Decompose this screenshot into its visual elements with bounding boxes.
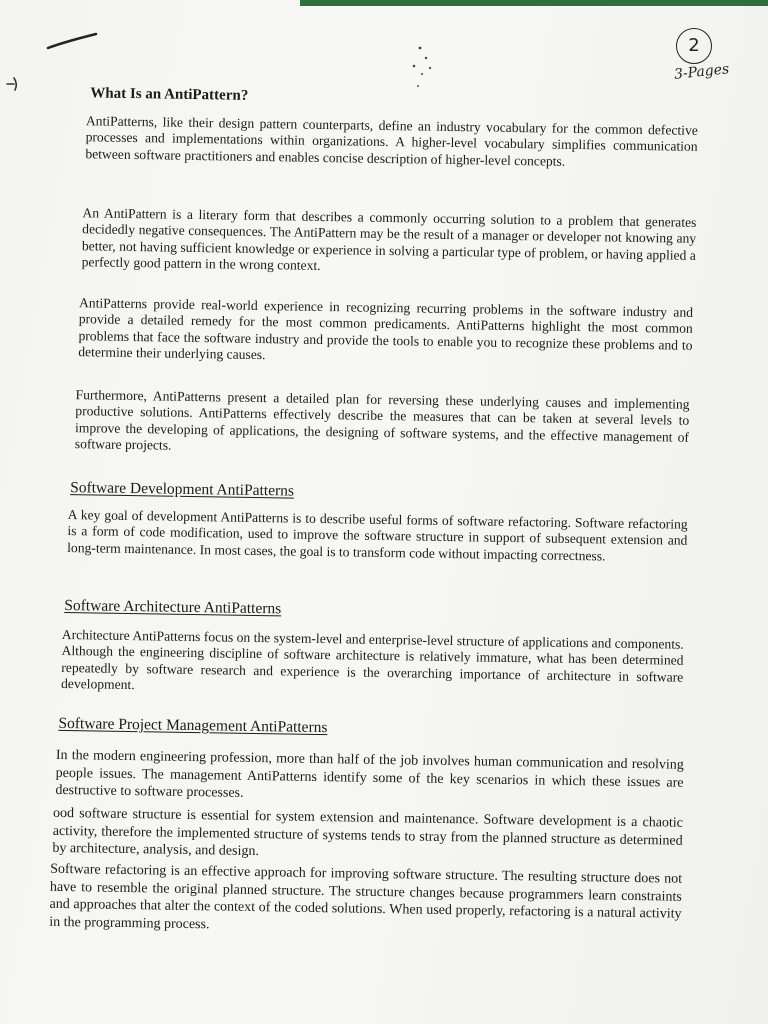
section-paragraph-architecture: Architecture AntiPatterns focus on the system-level and enterprise-level structure of applications and components. Although the engineering discipline of software architecture is relatively immature, what has been determined repeatedly by software research and experience is the overarching importance of architecture in software development. (60, 626, 684, 693)
section-heading-architecture: Software Architecture AntiPatterns (64, 596, 282, 618)
intro-paragraph-4: Furthermore, AntiPatterns present a detailed plan for reversing these underlying causes and implementing productive solutions. AntiPatterns effectively describe the measures that can be taken at several levels to improve the developing of applications, the designing of software systems, and the effective management of software projects. (74, 387, 690, 453)
handwritten-page-note: 3-Pages (673, 61, 730, 83)
intro-paragraph-1: AntiPatterns, like their design pattern counterparts, define an industry vocabulary for the common defective processes and implementations within organizations. A higher-level vocabulary simplifies communication between software practitioners and enables concise description of higher-level concepts. (85, 113, 698, 169)
document-title: What Is an AntiPattern? (90, 85, 249, 104)
section-heading-project-management: Software Project Management AntiPatterns (58, 714, 328, 737)
intro-paragraph-3: AntiPatterns provide real-world experience in recognizing recurring problems in the software industry and provide a detailed remedy for the most common predicaments. AntiPatterns highlight the most common problems that face the software industry and provide the tools to enable you to recognize these problems and to determine their underlying causes. (78, 295, 694, 363)
section-paragraph-management-1: In the modern engineering profession, more than half of the job involves human communication and resolving people issues. The management AntiPatterns identify some of the key scenarios in which these issues are destructive to software processes. (55, 747, 684, 802)
section-paragraph-management-2: ood software structure is essential for system extension and maintenance. Software development is a chaotic activity, therefore the implemented structure of systems tends to stray from the planned structure as determined by architecture, analysis, and design. (52, 805, 684, 860)
section-paragraph-development: A key goal of development AntiPatterns is to describe useful forms of software refactoring. Software refactoring is a form of code modification, used to improve the software structure in support of subsequent extension and long-term maintenance. In most cases, the goal is to transform code without impacting correctness. (67, 507, 688, 564)
intro-paragraph-2: An AntiPattern is a literary form that describes a commonly occurring solution to a problem that generates decidedly negative consequences. The AntiPattern may be the result of a manager or developer not knowing any better, not having sufficient knowledge or experience in solving a particular type of problem, or having applied a perfectly good pattern in the wrong context. (81, 205, 697, 274)
section-heading-development: Software Development AntiPatterns (70, 479, 295, 500)
handwritten-page-number: 2 (676, 28, 712, 64)
section-paragraph-management-3: Software refactoring is an effective approach for improving software structure. The resulting structure does not have to resemble the original planned structure. The structure changes because programmers learn constraints and approaches that alter the context of the coded solutions. When used properly, refactoring is a natural activity in the programming process. (49, 861, 683, 933)
